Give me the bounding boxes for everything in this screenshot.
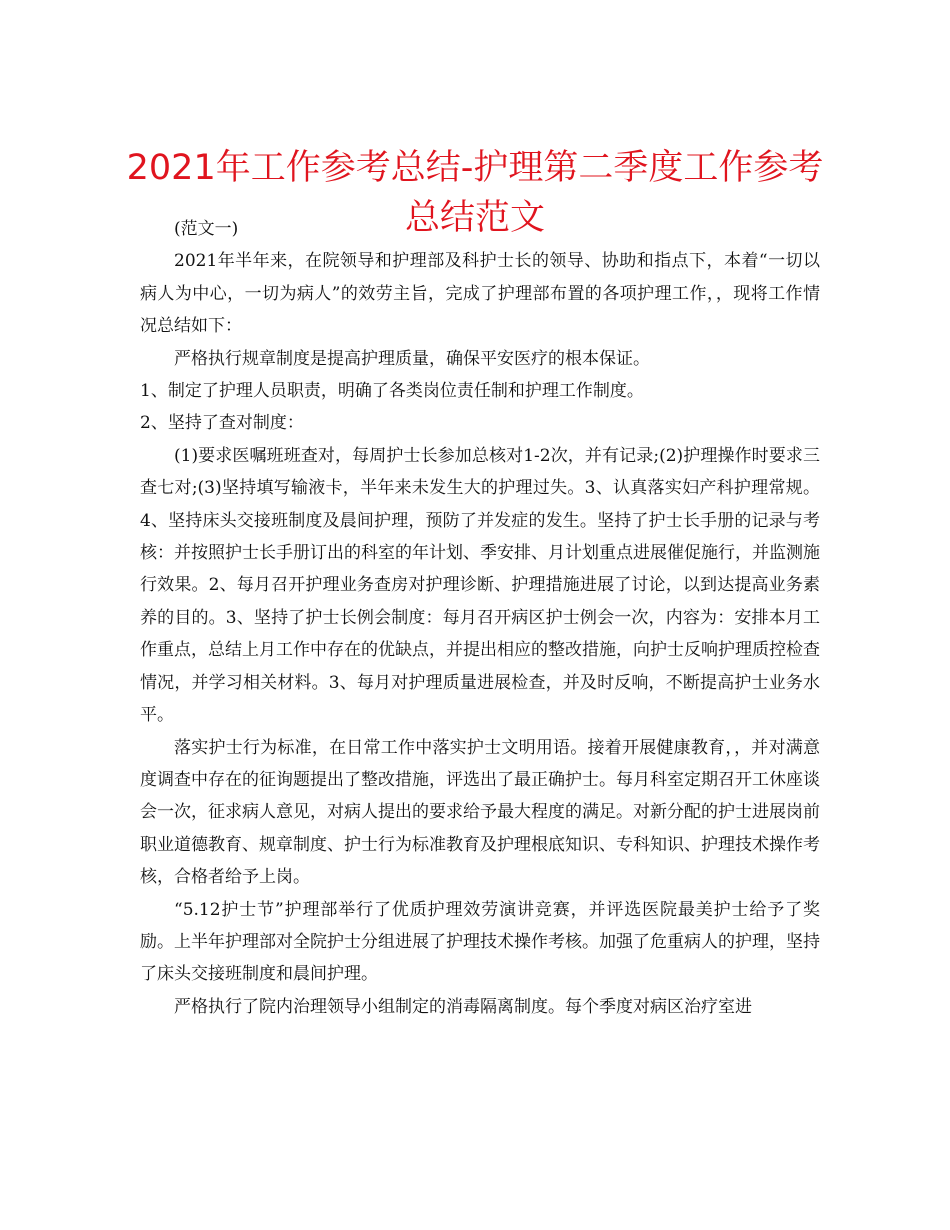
paragraph: 2、坚持了查对制度： bbox=[140, 413, 304, 434]
document-title: 2021年工作参考总结-护理第二季度工作参考总结范文 bbox=[126, 148, 824, 239]
paragraph: 落实护士行为标准，在日常工作中落实护士文明用语。接着开展健康教育，，并对满意度调查中存在的征询题提出了整改措施，评选出了最正确护士。每月科室定期召开工休座谈会一次，征求病人意见，对病人提出的要求给予最大程度的满足。对新分配的护士进展岗前职业道德教育、规章制度、护士行为标准教育及护理根底知识、专科知识、护理技术操作考核，合格者给予上岗。 bbox=[140, 737, 820, 888]
paragraph: 严格执行了院内治理领导小组制定的消毒隔离制度。每个季度对病区治疗室进 bbox=[174, 996, 752, 1017]
document-body bbox=[140, 213, 820, 1023]
paragraph: 2021年半年来，在院领导和护理部及科护士长的领导、协助和指点下，本着“一切以病人为中心，一切为病人”的效劳主旨，完成了护理部布置的各项护理工作，，现将工作情况总结如下： bbox=[140, 251, 820, 337]
paragraph: 1、制定了护理人员职责，明确了各类岗位责任制和护理工作制度。 bbox=[140, 381, 644, 402]
paragraph: “5.12护士节”护理部举行了优质护理效劳演讲竞赛，并评选医院最美护士给予了奖励。上半年护理部对全院护士分组进展了护理技术操作考核。加强了危重病人的护理，坚持了床头交接班制度和晨间护理。 bbox=[140, 899, 820, 985]
paragraph: (范文一) bbox=[174, 219, 239, 239]
paragraph: 严格执行规章制度是提高护理质量，确保平安医疗的根本保证。 bbox=[174, 348, 650, 369]
paragraph: (1)要求医嘱班班查对，每周护士长参加总核对1-2次，并有记录;(2)护理操作时要求三查七对;(3)坚持填写输液卡，半年来未发生大的护理过失。3、认真落实妇产科护理常规。4、坚持床头交接班制度及晨间护理，预防了并发症的发生。坚持了护士长手册的记录与考核：并按照护士长手册订出的科室的年计划、季安排、月计划重点进展催促施行，并监测施行效果。2、每月召开护理业务查房对护理诊断、护理措施进展了讨论，以到达提高业务素养的目的。3、坚持了护士长例会制度：每月召开病区护士例会一次，内容为：安排本月工作重点，总结上月工作中存在的优缺点，并提出相应的整改措施，向护士反响护理质控检查情况，并学习相关材料。3、每月对护理质量进展检查，并及时反响，不断提高护士业务水平。 bbox=[140, 445, 820, 726]
